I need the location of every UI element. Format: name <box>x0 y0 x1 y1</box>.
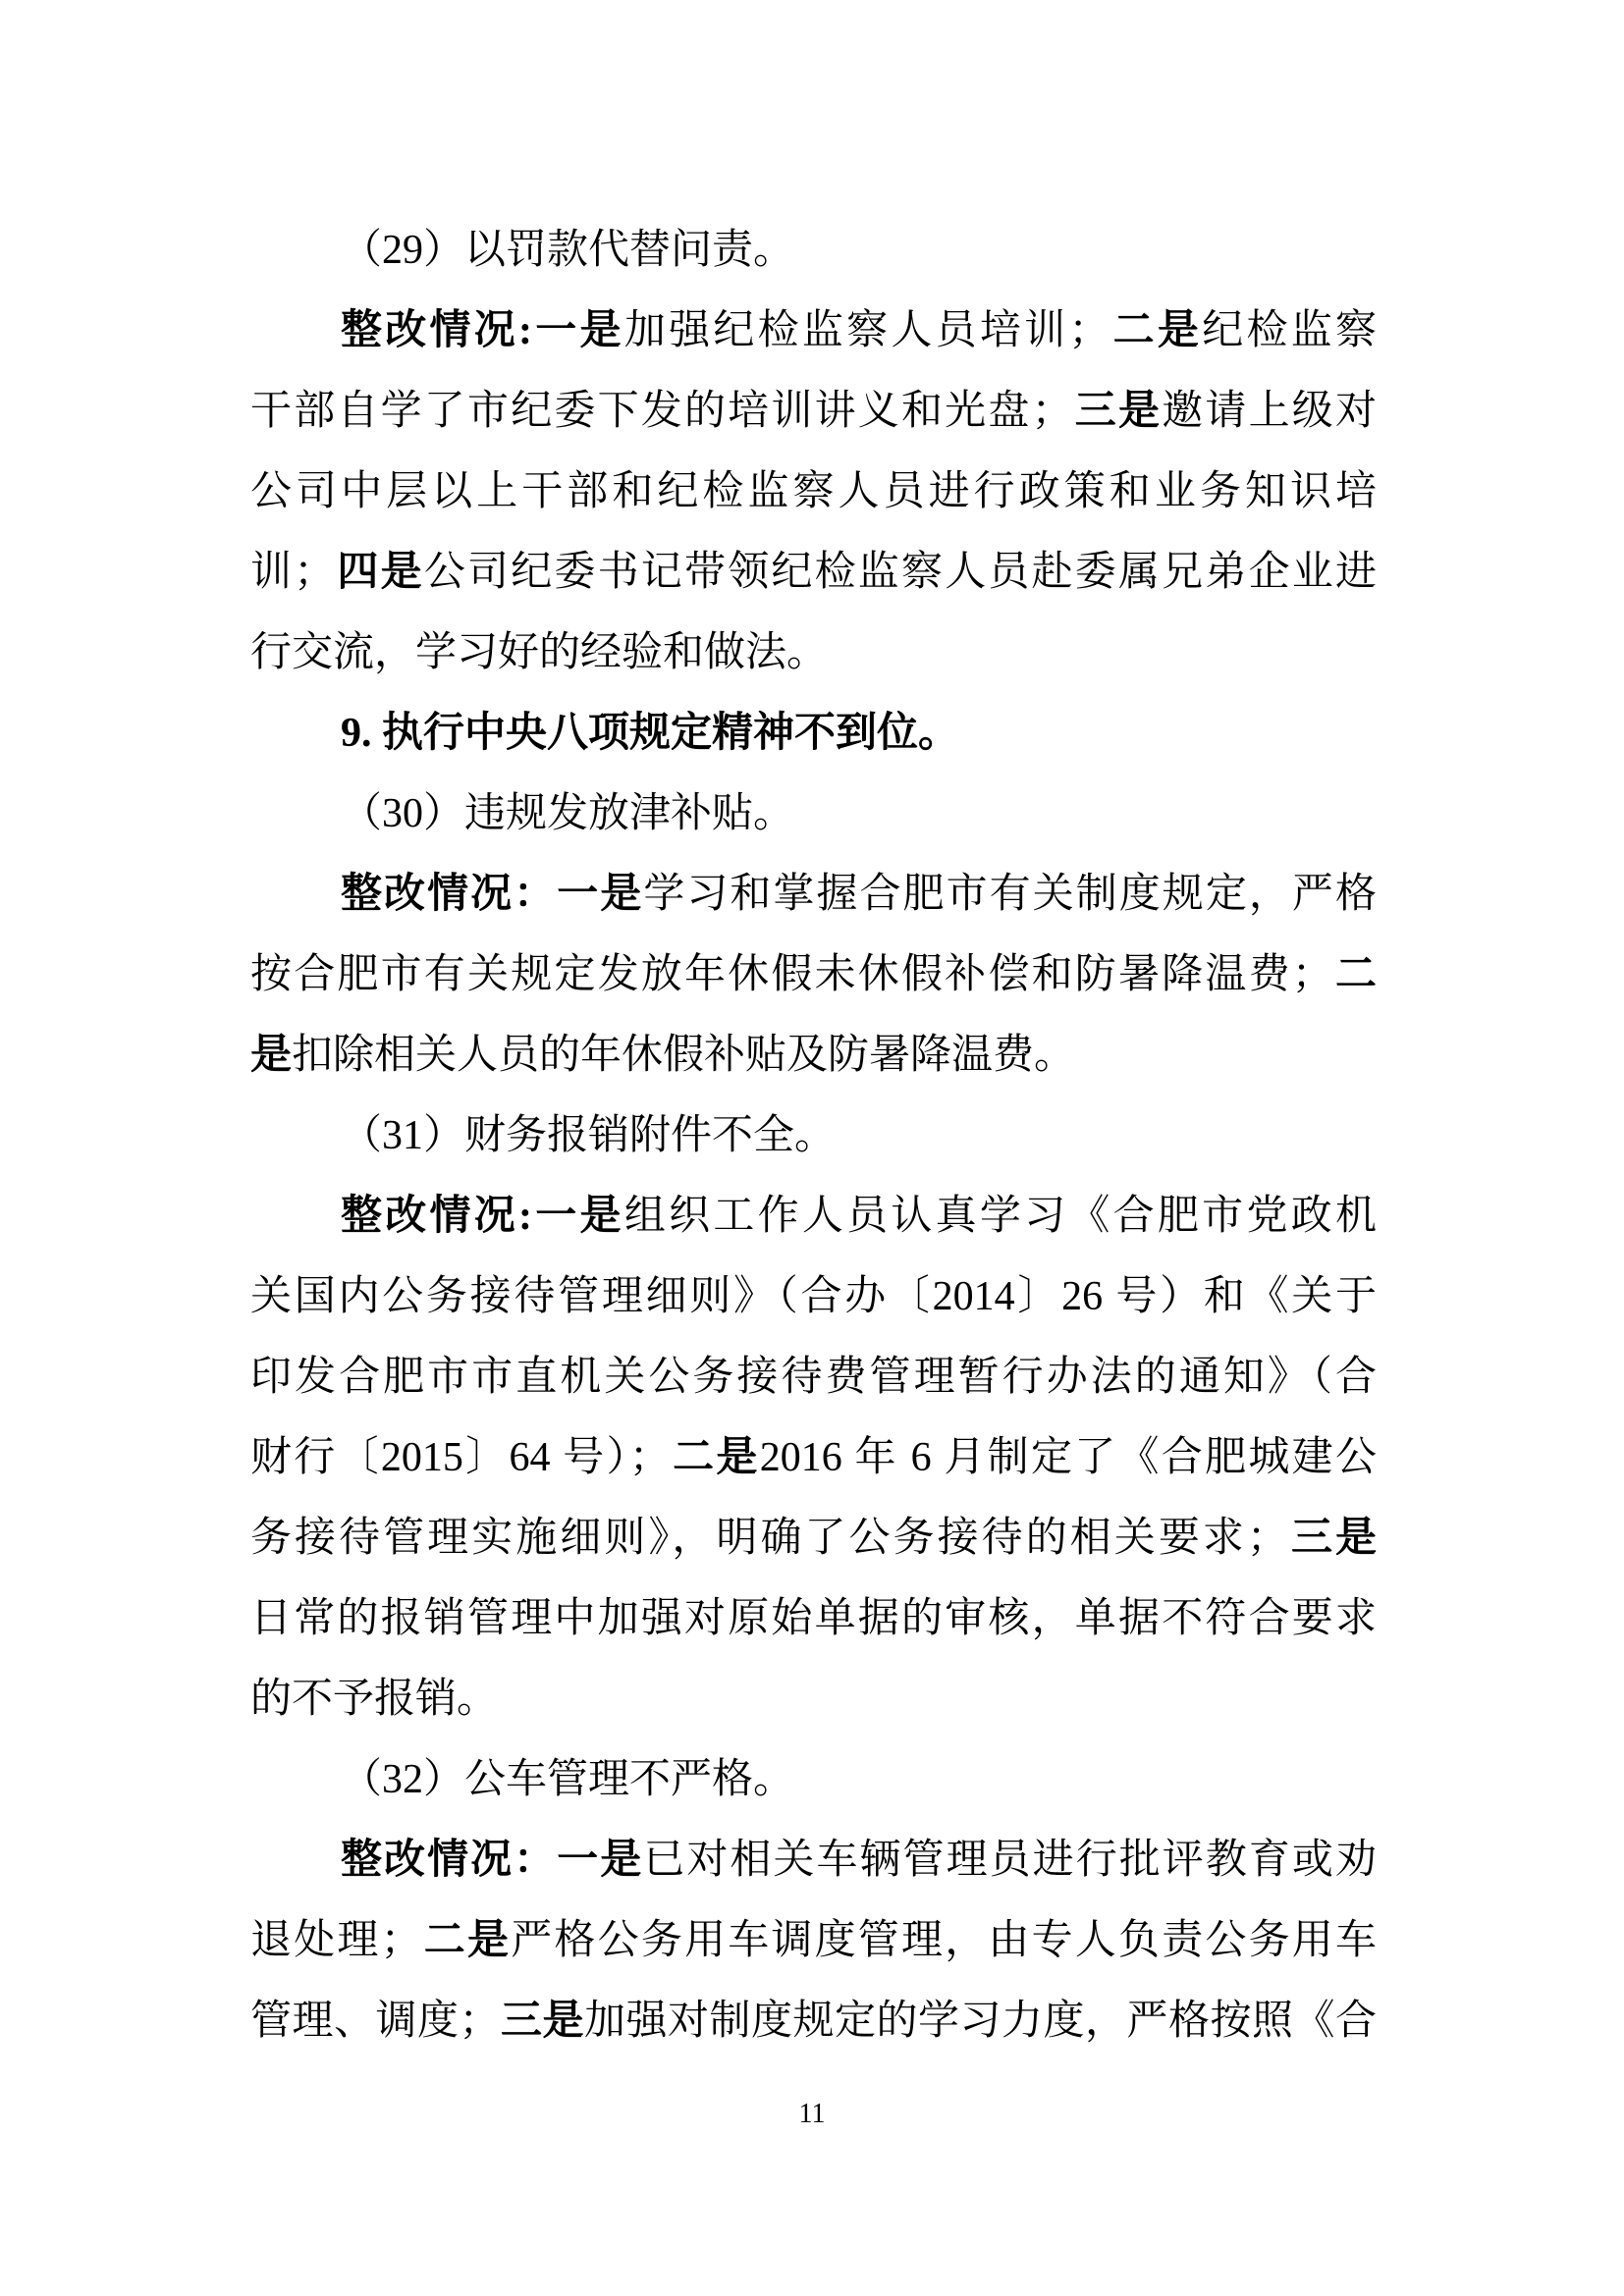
text-segment: 退处理； <box>250 1918 422 1963</box>
document-body <box>250 210 1377 2061</box>
text-line <box>250 1337 1377 1417</box>
text-line <box>250 1417 1377 1498</box>
text-segment: 公司中层以上干部和纪检监察人员进行政策和业务知识培 <box>250 469 1377 514</box>
text-line <box>250 1820 1377 1900</box>
text-segment: （31）财务报销附件不全。 <box>341 1113 837 1158</box>
text-segment: 印发合肥市市直机关公务接待费管理暂行办法的通知》（合 <box>250 1355 1377 1400</box>
bold-text-segment: 是 <box>250 1033 293 1078</box>
text-segment: 公司纪委书记带领纪检监察人员赴委属兄弟企业进 <box>423 550 1377 595</box>
text-segment: 干部自学了市纪委下发的培训讲义和光盘； <box>250 389 1073 434</box>
text-segment: 加强对制度规定的学习力度，严格按照《合 <box>584 1999 1377 2044</box>
text-segment: 纪检监察 <box>1202 308 1377 353</box>
text-line <box>250 1095 1377 1176</box>
bold-text-segment: 整改情况： <box>341 872 558 917</box>
text-segment: 按合肥市有关规定发放年休假未休假补偿和防暑降温费； <box>250 952 1333 997</box>
text-line <box>250 934 1377 1015</box>
text-segment: 学习和掌握合肥市有关制度规定，严格 <box>643 872 1377 917</box>
bold-text-segment: 二 <box>1332 952 1377 997</box>
text-segment: 扣除相关人员的年休假补贴及防暑降温费。 <box>292 1033 1076 1078</box>
bold-text-segment: 一是 <box>532 308 624 353</box>
text-line <box>250 854 1377 934</box>
text-segment: 行交流，学习好的经验和做法。 <box>250 630 829 675</box>
text-line <box>250 371 1377 452</box>
bold-text-segment: 整改情况: <box>341 308 533 353</box>
text-segment: 日常的报销管理中加强对原始单据的审核，单据不符合要求 <box>250 1596 1377 1641</box>
text-line <box>250 1981 1377 2061</box>
text-segment: 财行〔2015〕64 号）； <box>250 1435 671 1480</box>
text-line <box>250 613 1377 693</box>
text-segment: 加强纪检监察人员培训； <box>623 308 1110 353</box>
text-segment: （32）公车管理不严格。 <box>341 1757 795 1802</box>
bold-text-segment: 二是 <box>421 1918 512 1963</box>
text-segment: 管理、调度； <box>250 1999 501 2044</box>
text-segment: 训； <box>250 550 336 595</box>
bold-text-segment: 三是 <box>500 1999 584 2044</box>
bold-text-segment: 三是 <box>1287 1516 1377 1561</box>
text-line <box>250 532 1377 613</box>
text-segment: 已对相关车辆管理员进行批评教育或劝 <box>643 1838 1377 1883</box>
text-segment: 关国内公务接待管理细则》（合办〔2014〕26 号）和《关于 <box>250 1274 1377 1319</box>
text-line <box>250 452 1377 532</box>
text-line <box>250 693 1377 774</box>
bold-text-segment: 三是 <box>1072 389 1163 434</box>
text-line <box>250 1176 1377 1256</box>
text-segment: 务接待管理实施细则》，明确了公务接待的相关要求； <box>250 1516 1288 1561</box>
text-segment: （30）违规发放津补贴。 <box>341 791 795 836</box>
bold-text-segment: 整改情况: <box>341 1194 533 1239</box>
text-line <box>250 1659 1377 1739</box>
bold-text-segment: 一是 <box>557 872 644 917</box>
text-line <box>250 774 1377 854</box>
bold-text-segment: 一是 <box>557 1838 644 1883</box>
text-line <box>250 1015 1377 1095</box>
bold-text-segment: 9. 执行中央八项规定精神不到位。 <box>341 711 960 756</box>
text-segment: 2016 年 6 月制定了《合肥城建公 <box>759 1435 1377 1480</box>
bold-text-segment: 整改情况： <box>341 1838 558 1883</box>
text-line <box>250 1900 1377 1981</box>
text-line <box>250 1498 1377 1578</box>
text-segment: 严格公务用车调度管理，由专人负责公务用车 <box>511 1918 1377 1963</box>
page-number: 11 <box>798 2099 826 2129</box>
text-line <box>250 1739 1377 1820</box>
text-line <box>250 1256 1377 1337</box>
text-segment: 组织工作人员认真学习《合肥市党政机 <box>623 1194 1377 1239</box>
text-segment: 的不予报销。 <box>250 1677 499 1722</box>
bold-text-segment: 二是 <box>1110 308 1203 353</box>
text-segment: （29）以罚款代替问责。 <box>341 228 795 273</box>
text-line <box>250 291 1377 371</box>
text-segment: 邀请上级对 <box>1162 389 1377 434</box>
bold-text-segment: 四是 <box>335 550 424 595</box>
text-line <box>250 210 1377 291</box>
text-line <box>250 1578 1377 1659</box>
bold-text-segment: 二是 <box>670 1435 760 1480</box>
bold-text-segment: 一是 <box>532 1194 624 1239</box>
